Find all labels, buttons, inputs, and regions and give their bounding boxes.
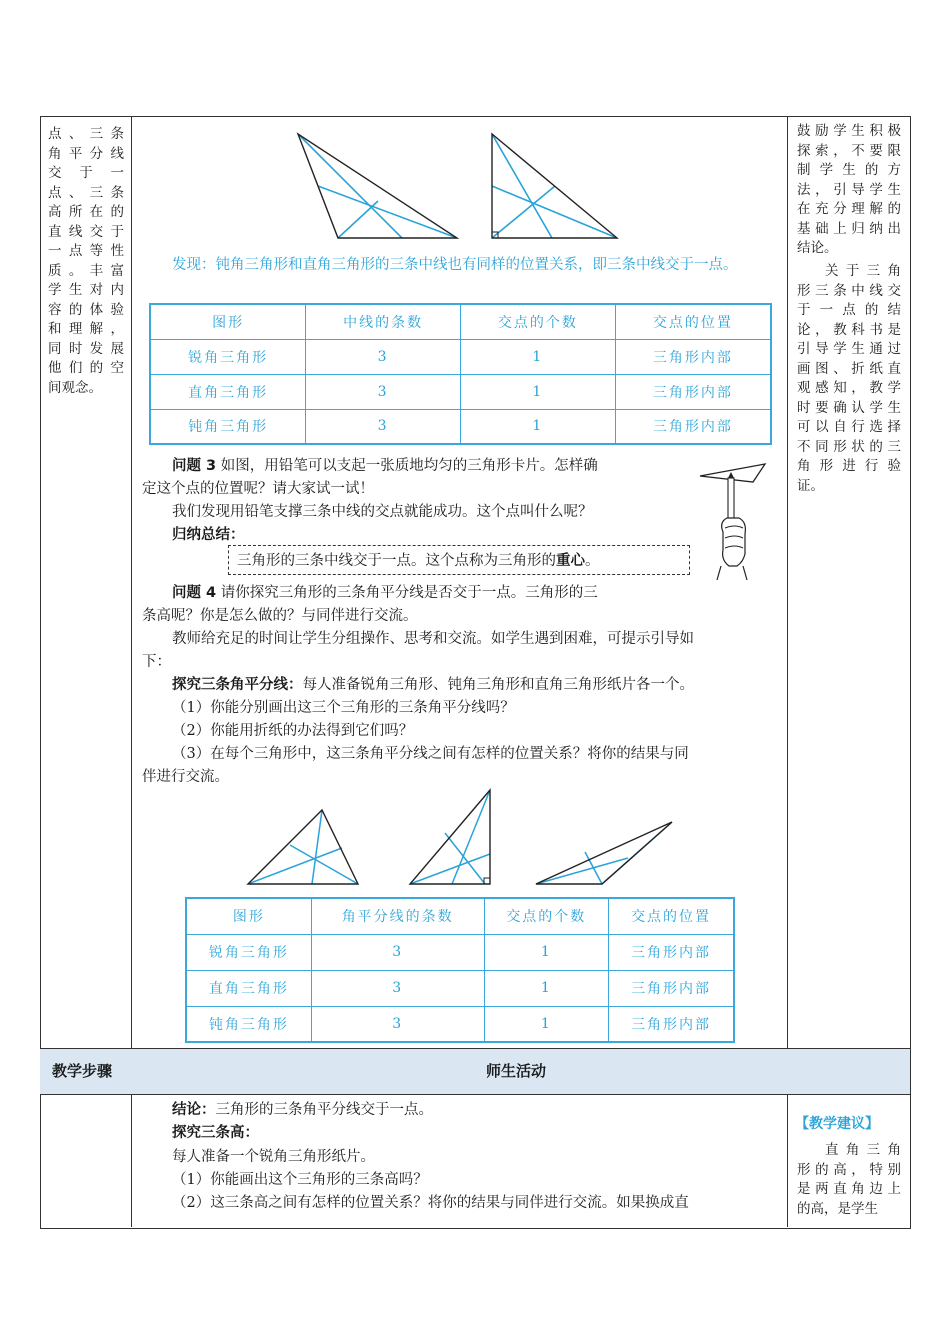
- note-line: 证。: [797, 477, 824, 494]
- summary-text: 三角形的三条中线交于一点。这个点称为三角形的: [237, 553, 556, 569]
- table-row: [150, 409, 771, 444]
- note-line: 形的高，特别: [797, 1161, 901, 1178]
- header-teaching-steps: 教学步骤: [52, 1062, 113, 1080]
- median-table: [149, 303, 772, 445]
- table-cell: 3: [306, 374, 461, 409]
- discovery-text: 发现：钝角三角形和直角三角形的三条中线也有同样的位置关系，即三条中线交于一点。: [172, 257, 738, 273]
- note-line: 交于一: [48, 165, 124, 181]
- table-cell: 三角形内部: [615, 339, 771, 374]
- note-line: 时要确认学生: [797, 399, 901, 416]
- note-line: 关于三角: [825, 263, 901, 279]
- table-cell: 1: [460, 374, 615, 409]
- bisector-table: [185, 897, 735, 1043]
- table-cell: 1: [484, 934, 609, 970]
- median-line: [492, 134, 552, 238]
- table-header-cell: 角平分线的条数: [311, 898, 484, 934]
- table-row: [186, 970, 734, 1006]
- summary-end: 。: [585, 553, 600, 569]
- conclusion-label: 结论：: [172, 1102, 216, 1118]
- table-row: [186, 934, 734, 970]
- table-cell: 直角三角形: [150, 374, 306, 409]
- table-cell: 三角形内部: [615, 409, 771, 444]
- table-cell: 3: [306, 339, 461, 374]
- header-activity: 师生活动: [486, 1062, 547, 1080]
- median-triangles-figure: [290, 128, 630, 243]
- note-line: 的高，是学生: [797, 1200, 878, 1217]
- advice-title: 【教学建议】: [795, 1116, 879, 1132]
- conclusion: [142, 1099, 782, 1122]
- note-line: 制学生的方: [797, 162, 901, 178]
- summary-box: [228, 545, 690, 575]
- right-margin-note-1: [797, 122, 901, 259]
- pencil-hand-illustration: [695, 462, 775, 582]
- note-line: 是两直角边上: [797, 1181, 901, 1197]
- note-line: 形三条中线交: [797, 282, 901, 299]
- table-row: [150, 339, 771, 374]
- bisector-triangles-figure: [240, 788, 680, 890]
- table-cell: 1: [460, 339, 615, 374]
- note-line: 角形进行验: [797, 458, 901, 474]
- note-line: 高所在的: [48, 204, 124, 220]
- section-header-row: [40, 1048, 910, 1094]
- question-4: [142, 582, 782, 605]
- note-line: 在充分理解的: [797, 201, 901, 217]
- explore-altitude-label: 探究三条高：: [172, 1125, 259, 1141]
- note-line: 直角三角: [825, 1142, 901, 1158]
- note-line: 基础上归纳出: [797, 220, 901, 237]
- altitude-prep: 每人准备一个锐角三角形纸片。: [172, 1149, 375, 1165]
- median-line: [318, 186, 457, 238]
- altitude-question-2: （2）这三条高之间有怎样的位置关系？将你的结果与同伴进行交流。如果换成直: [172, 1195, 689, 1211]
- table-cell: 3: [311, 1006, 484, 1042]
- table-cell: 直角三角形: [186, 970, 311, 1006]
- teacher-guidance-1: 教师给充足的时间让学生分组操作、思考和交流。如学生遇到困难，可提示引导如: [172, 631, 694, 647]
- centroid-term: 重心: [556, 552, 585, 569]
- note-line: 点、三条: [48, 126, 124, 142]
- left-margin-note: [48, 125, 124, 398]
- question-3-text-2: 定这个点的位置呢？请大家试一试！: [142, 481, 374, 497]
- table-cell: 1: [460, 409, 615, 444]
- teacher-guidance-2: 下：: [142, 654, 171, 670]
- right-margin-note-3: [797, 1141, 901, 1219]
- table-row: [186, 1006, 734, 1042]
- note-line: 他们的空: [48, 360, 124, 376]
- note-line: 引导学生通过: [797, 341, 901, 357]
- note-line: 容的体验: [48, 301, 124, 318]
- table-cell: 三角形内部: [609, 1006, 734, 1042]
- table-header-cell: 交点的个数: [460, 304, 615, 339]
- col-divider-right-lower: [787, 1094, 788, 1227]
- table-cell: 三角形内部: [609, 934, 734, 970]
- table-header-cell: 交点的位置: [615, 304, 771, 339]
- table-row: [150, 374, 771, 409]
- table-cell: 锐角三角形: [150, 339, 306, 374]
- question-3-label: 问题 3: [172, 458, 217, 474]
- question-3: [142, 455, 682, 478]
- bisector-question-2: （2）你能用折纸的办法得到它们吗？: [172, 723, 414, 739]
- note-line: 画图、折纸直: [797, 360, 901, 377]
- note-line: 点、三条: [48, 184, 124, 201]
- question-4-label: 问题 4: [172, 585, 217, 601]
- table-cell: 1: [484, 970, 609, 1006]
- table-header-cell: 图形: [150, 304, 306, 339]
- note-line: 论，教科书是: [797, 321, 901, 338]
- note-line: 直线交于: [48, 223, 124, 240]
- table-header-cell: 中线的条数: [306, 304, 461, 339]
- note-line: 间观念。: [48, 379, 102, 396]
- note-line: 学生对内: [48, 282, 124, 298]
- note-line: 于一点的结: [797, 302, 901, 318]
- table-header-cell: 交点的位置: [609, 898, 734, 934]
- note-line: 一点等性: [48, 243, 124, 259]
- bisector-question-3-cont: 伴进行交流。: [142, 769, 229, 785]
- note-line: 角平分线: [48, 145, 124, 162]
- question-3-text-3: 我们发现用铅笔支撑三条中线的交点就能成功。这个点叫什么呢？: [172, 504, 593, 520]
- median-line: [492, 186, 617, 238]
- bisector-question-3: （3）在每个三角形中，这三条角平分线之间有怎样的位置关系？将你的结果与同: [172, 746, 689, 762]
- table-cell: 三角形内部: [609, 970, 734, 1006]
- table-cell: 3: [311, 970, 484, 1006]
- right-margin-note-2: [797, 262, 901, 496]
- note-line: 不同形状的三: [797, 438, 901, 455]
- note-line: 观感知，教学: [797, 380, 901, 396]
- altitude-question-1: （1）你能画出这个三角形的三条高吗？: [172, 1172, 428, 1188]
- row-divider-bottom: [40, 1094, 910, 1095]
- note-line: 和理解，: [48, 321, 124, 337]
- note-line: 质。丰富: [48, 262, 124, 279]
- row-divider-top: [40, 1048, 910, 1049]
- question-4-text: 请你探究三角形的三条角平分线是否交于一点。三角形的三: [220, 585, 598, 601]
- table-cell: 3: [306, 409, 461, 444]
- note-line: 结论。: [797, 240, 838, 256]
- table-cell: 钝角三角形: [186, 1006, 311, 1042]
- table-cell: 锐角三角形: [186, 934, 311, 970]
- note-line: 可以自行选择: [797, 419, 901, 435]
- note-line: 探索，不要限: [797, 142, 901, 159]
- table-header-cell: 交点的个数: [484, 898, 609, 934]
- bisector-question-1: （1）你能分别画出这三个三角形的三条角平分线吗？: [172, 700, 515, 716]
- note-line: 法，引导学生: [797, 181, 901, 198]
- explore-bisector-label: 探究三条角平分线：: [172, 677, 303, 693]
- table-cell: 钝角三角形: [150, 409, 306, 444]
- question-4-text-2: 条高呢？你是怎么做的？与同伴进行交流。: [142, 608, 418, 624]
- conclusion-text: 三角形的三条角平分线交于一点。: [215, 1102, 433, 1118]
- summary-label: 归纳总结：: [172, 527, 245, 543]
- median-line: [492, 186, 555, 238]
- col-divider-right: [787, 116, 788, 1048]
- obtuse-triangle: [298, 134, 457, 238]
- note-line: 鼓励学生积极: [797, 123, 901, 139]
- explore-bisector: [142, 674, 782, 697]
- note-line: 同时发展: [48, 340, 124, 357]
- table-cell: 1: [484, 1006, 609, 1042]
- question-3-text: 如图，用铅笔可以支起一张质地均匀的三角形卡片。怎样确: [220, 458, 598, 474]
- table-cell: 3: [311, 934, 484, 970]
- table-cell: 三角形内部: [615, 374, 771, 409]
- table-header-cell: 图形: [186, 898, 311, 934]
- explore-bisector-text: 每人准备锐角三角形、钝角三角形和直角三角形纸片各一个。: [302, 677, 694, 693]
- median-line: [298, 134, 402, 238]
